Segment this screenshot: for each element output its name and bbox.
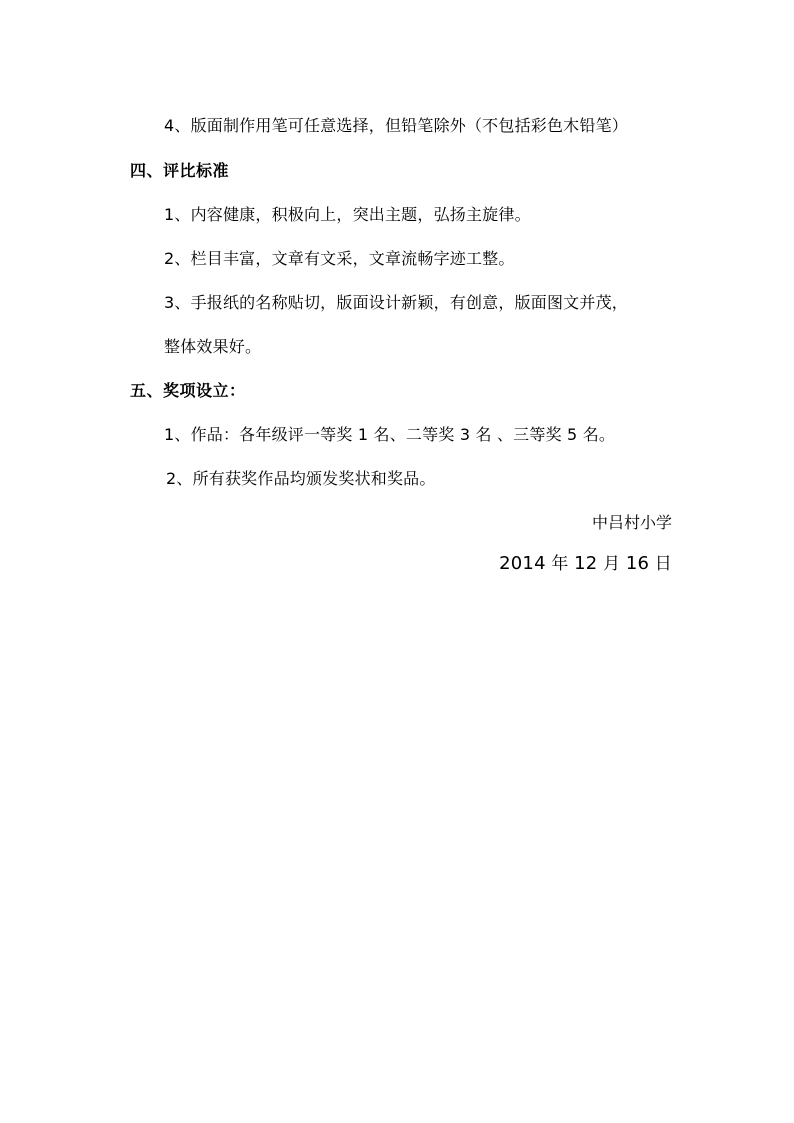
section-4-item-3: 3、手报纸的名称贴切，版面设计新颖，有创意，版面图文并茂， bbox=[164, 293, 628, 312]
signature-organization: 中吕村小学 bbox=[591, 513, 672, 532]
date-month: 12 bbox=[574, 553, 598, 574]
date-day-unit: 日 bbox=[654, 554, 672, 574]
section-5-item-2: 2、所有获奖作品均颁发奖状和奖品。 bbox=[166, 469, 436, 488]
section-5-item-1: 1、作品：各年级评一等奖 1 名、二等奖 3 名 、三等奖 5 名。 bbox=[164, 425, 616, 444]
rule-4-text: 4、版面制作用笔可任意选择，但铅笔除外（不包括彩色木铅笔） bbox=[164, 116, 628, 135]
date-year: 2014 bbox=[499, 553, 546, 574]
date-month-unit: 月 bbox=[603, 554, 621, 574]
section-4-heading: 四、评比标准 bbox=[130, 161, 230, 180]
section-4-item-2: 2、栏目丰富，文章有文采，文章流畅字迹工整。 bbox=[164, 249, 515, 268]
signature-date bbox=[499, 554, 672, 574]
section-4-item-1: 1、内容健康，积极向上，突出主题，弘扬主旋律。 bbox=[164, 205, 531, 224]
section-5-heading: 五、奖项设立： bbox=[130, 381, 246, 400]
section-4-item-3-continued: 整体效果好。 bbox=[164, 337, 262, 356]
date-year-unit: 年 bbox=[551, 554, 569, 574]
date-day: 16 bbox=[625, 553, 650, 574]
